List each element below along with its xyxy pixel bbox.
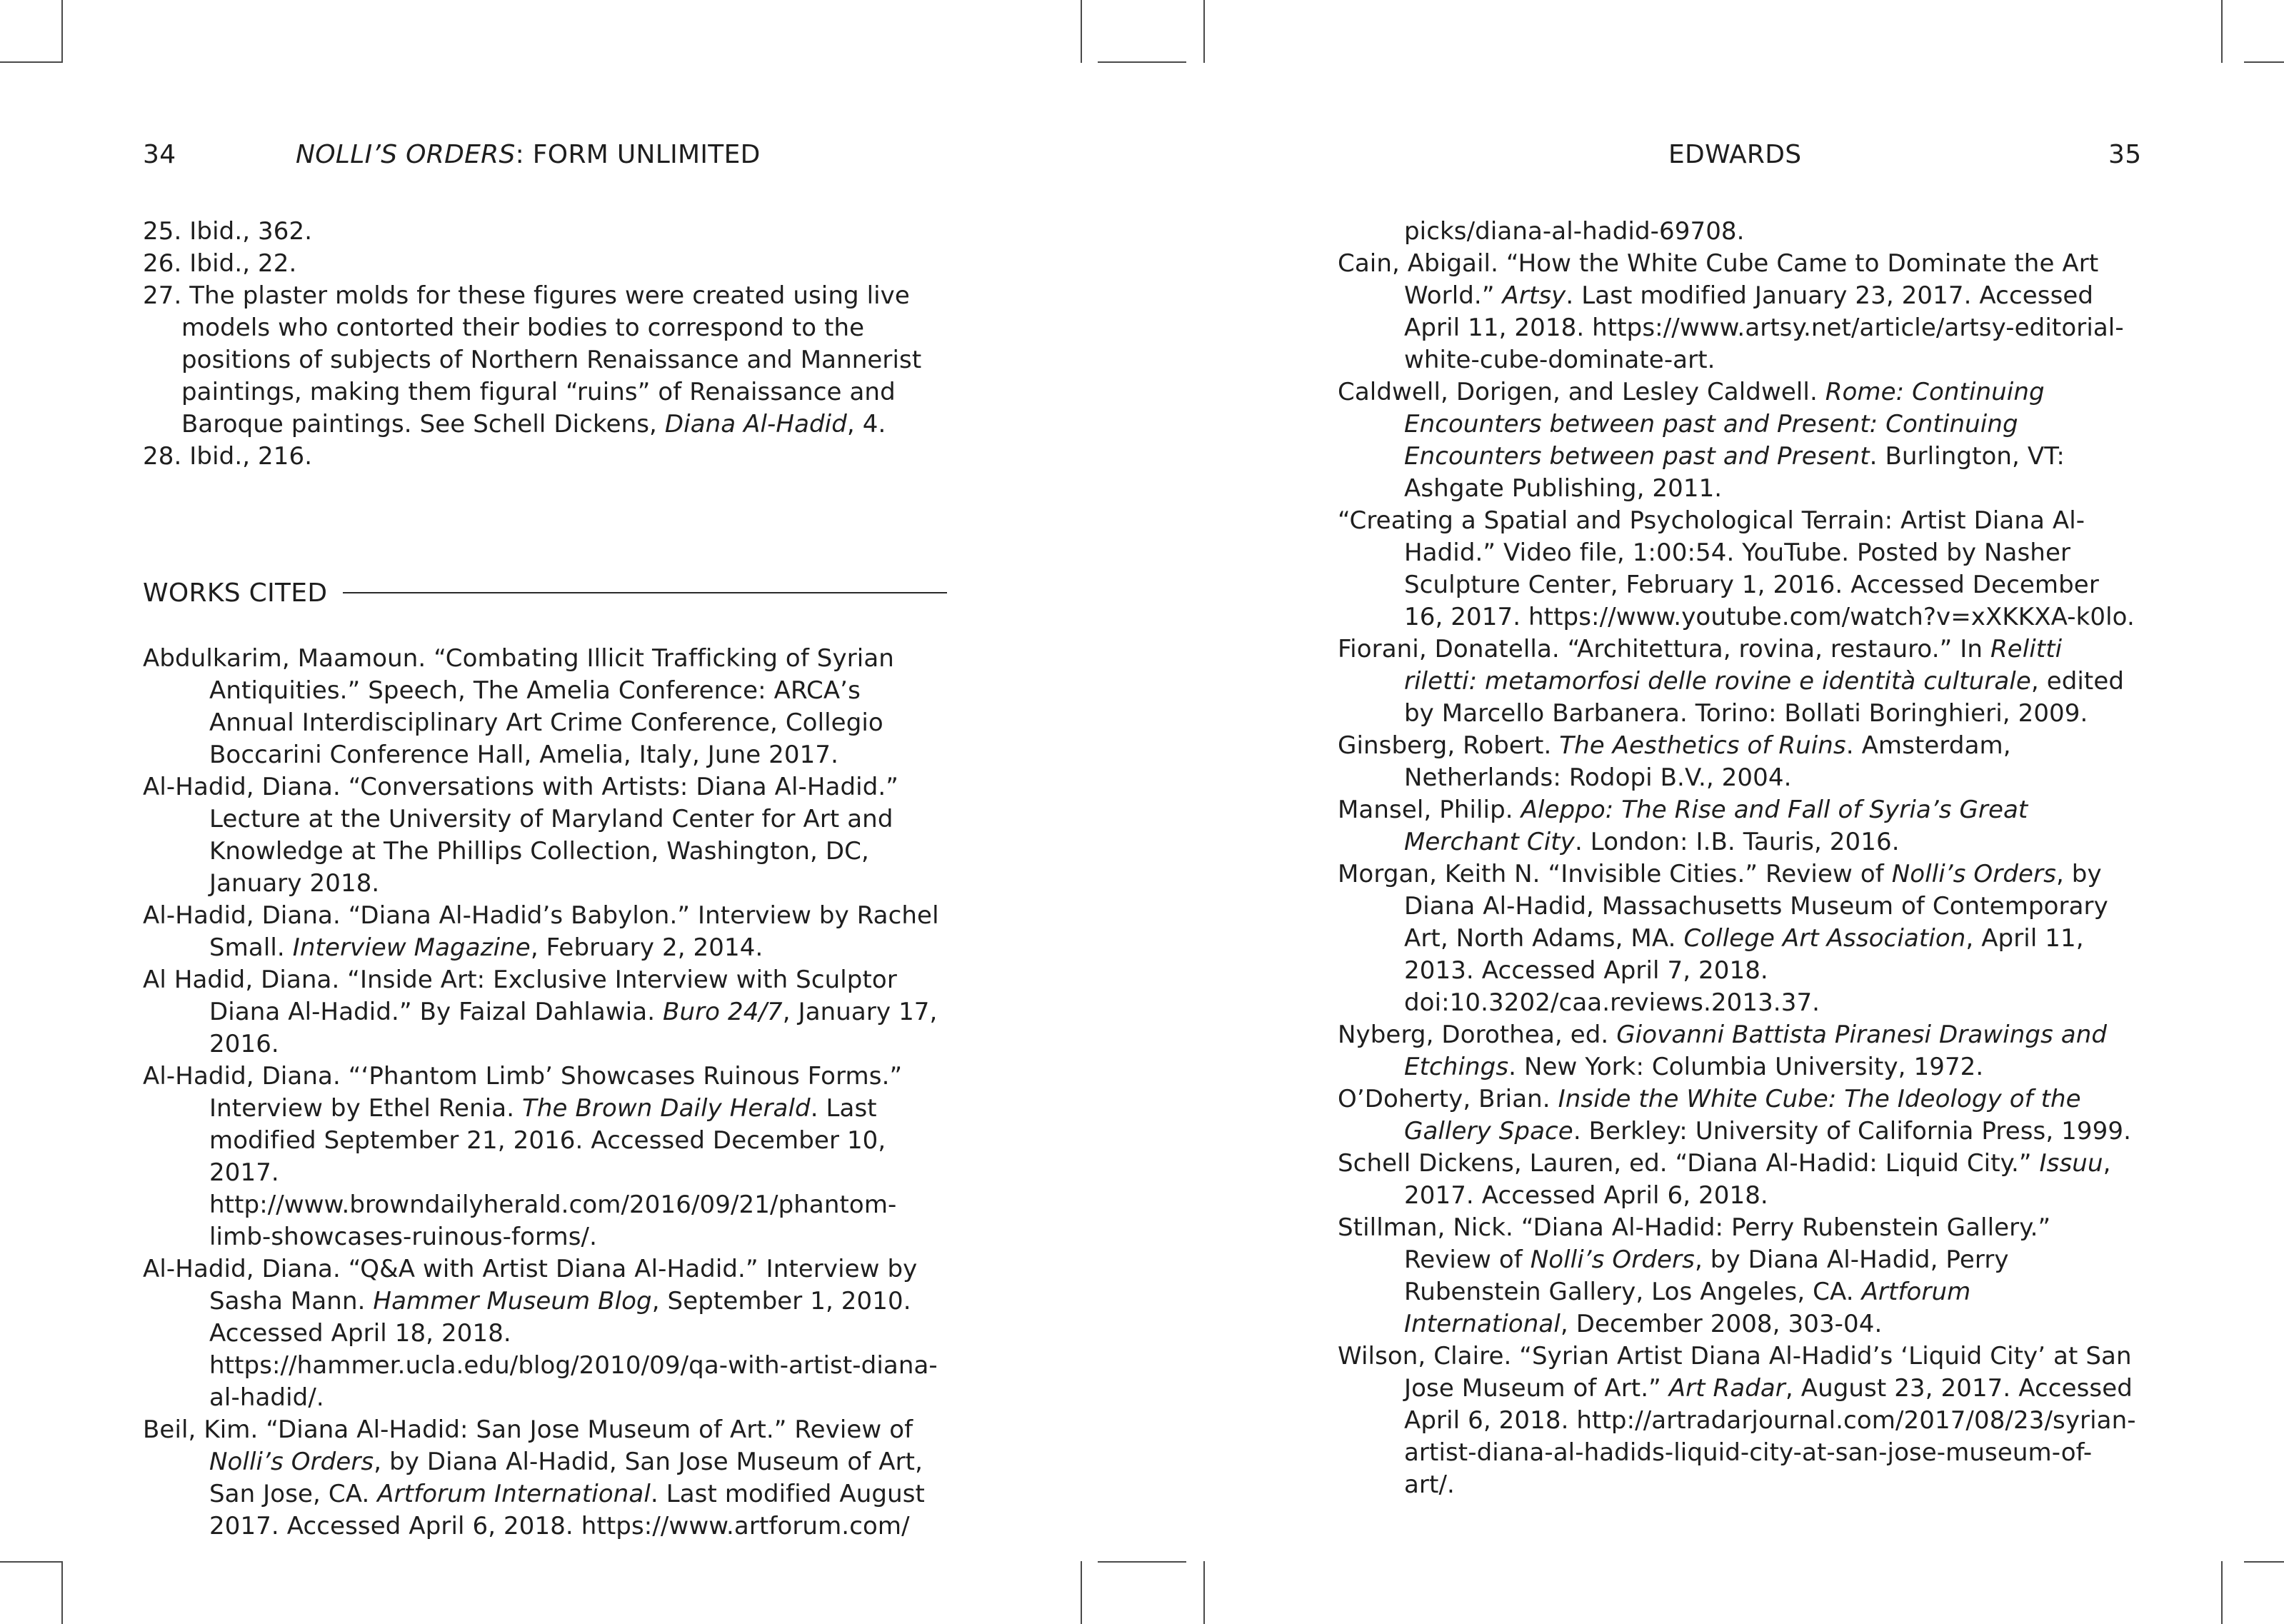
- endnote: 28. Ibid., 216.: [143, 442, 313, 471]
- works-cited-title: WORKS CITED: [143, 578, 328, 608]
- bibliography-entry: Al-Hadid, Diana. “Diana Al-Hadid’s Babylon.” Interview by Rachel Small. Interview Magazine, February 2, 2014.: [143, 901, 939, 962]
- bibliography-entry: Beil, Kim. “Diana Al-Hadid: San Jose Museum of Art.” Review of Nolli’s Orders, by Diana Al-Hadid, San Jose Museum of Art, San Jose, CA. Artforum International. Last modified August 2017. Accessed April 6, 2018. https://www.artforum.com/: [143, 1415, 925, 1540]
- right-running-head: EDWARDS: [1668, 140, 1802, 169]
- crop-mark: [61, 1561, 63, 1624]
- crop-mark: [1098, 61, 1186, 63]
- works-cited-right: [1338, 216, 2142, 1501]
- bibliography-entry: Fiorani, Donatella. “Architettura, rovina, restauro.” In Relitti riletti: metamorfosi delle rovine e identità culturale, edited by Marcello Barbanera. Torino: Bollati Boringhieri, 2009.: [1338, 635, 2125, 728]
- left-page-number: 34: [143, 140, 176, 169]
- crop-mark: [1081, 0, 1082, 63]
- crop-mark: [2221, 1561, 2223, 1624]
- bibliography-entry: Schell Dickens, Lauren, ed. “Diana Al-Hadid: Liquid City.” Issuu, 2017. Accessed April 6, 2018.: [1338, 1149, 2111, 1210]
- running-head-title: NOLLI’S ORDERS: [296, 140, 516, 169]
- entry-continuation: picks/diana-al-hadid-69708.: [1404, 217, 1745, 246]
- works-cited-heading: [143, 576, 947, 610]
- crop-mark: [1203, 0, 1205, 63]
- crop-mark: [2244, 1561, 2284, 1563]
- crop-mark: [1081, 1561, 1082, 1624]
- crop-mark: [1098, 1561, 1186, 1563]
- endnote: 27. The plaster molds for these figures were created using live models who contorted their bodies to correspond to the positions of subjects of Northern Renaissance and Mannerist paintings, making them figural “ruins” of Renaissance and Baroque paintings. See Schell Dickens, Diana Al-Hadid, 4.: [143, 281, 922, 438]
- crop-mark: [1203, 1561, 1205, 1624]
- bibliography-entry: Nyberg, Dorothea, ed. Giovanni Battista Piranesi Drawings and Etchings. New York: Columbia University, 1972.: [1338, 1021, 2108, 1081]
- bibliography-entry: Morgan, Keith N. “Invisible Cities.” Review of Nolli’s Orders, by Diana Al-Hadid, Massachusetts Museum of Contemporary Art, North Adams, MA. College Art Association, April 11, 2013. Accessed April 7, 2018. doi:10.3202/caa.reviews.2013.37.: [1338, 860, 2108, 1017]
- endnote: 26. Ibid., 22.: [143, 249, 297, 278]
- bibliography-entry: Al Hadid, Diana. “Inside Art: Exclusive Interview with Sculptor Diana Al-Hadid.” By Faizal Dahlawia. Buro 24/7, January 17, 2016.: [143, 966, 938, 1058]
- crop-mark: [0, 61, 63, 63]
- bibliography-entry: Ginsberg, Robert. The Aesthetics of Ruins. Amsterdam, Netherlands: Rodopi B.V., 2004.: [1338, 731, 2011, 792]
- bibliography-entry: Stillman, Nick. “Diana Al-Hadid: Perry Rubenstein Gallery.” Review of Nolli’s Orders, by Diana Al-Hadid, Perry Rubenstein Gallery, Los Angeles, CA. Artforum International, December 2008, 303-04.: [1338, 1213, 2051, 1338]
- crop-mark: [2221, 0, 2223, 63]
- crop-mark: [0, 1561, 63, 1563]
- works-cited-left: [143, 643, 947, 1543]
- crop-mark: [61, 0, 63, 63]
- endnote: 25. Ibid., 362.: [143, 217, 313, 246]
- bibliography-entry: Mansel, Philip. Aleppo: The Rise and Fall of Syria’s Great Merchant City. London: I.B. Tauris, 2016.: [1338, 796, 2028, 856]
- crop-mark: [2244, 61, 2284, 63]
- bibliography-entry: Al-Hadid, Diana. “‘Phantom Limb’ Showcases Ruinous Forms.” Interview by Ethel Renia. The Brown Daily Herald. Last modified September 21, 2016. Accessed December 10, 2017. http://www.browndailyherald.com/2016/09/21/phantom-limb-showcases-ruinous-forms/.: [143, 1062, 903, 1251]
- running-head-subtitle: : FORM UNLIMITED: [515, 140, 761, 169]
- endnotes: [143, 216, 947, 473]
- bibliography-entry: O’Doherty, Brian. Inside the White Cube: The Ideology of the Gallery Space. Berkley: University of California Press, 1999.: [1338, 1085, 2132, 1146]
- right-page-number: 35: [2108, 140, 2142, 169]
- bibliography-entry: Abdulkarim, Maamoun. “Combating Illicit Trafficking of Syrian Antiquities.” Speech, The Amelia Conference: ARCA’s Annual Interdisciplinary Art Crime Conference, Collegio Boccarini Conference Hall, Amelia, Italy, June 2017.: [143, 644, 894, 769]
- heading-rule: [343, 592, 947, 593]
- bibliography-entry: Caldwell, Dorigen, and Lesley Caldwell. Rome: Continuing Encounters between past and Present: Continuing Encounters between past and Present. Burlington, VT: Ashgate Publishing, 2011.: [1338, 378, 2065, 503]
- bibliography-entry: Cain, Abigail. “How the White Cube Came to Dominate the Art World.” Artsy. Last modified January 23, 2017. Accessed April 11, 2018. https://www.artsy.net/article/artsy-editorial-white-cube-dominate-art.: [1338, 249, 2124, 374]
- bibliography-entry: Al-Hadid, Diana. “Q&A with Artist Diana Al-Hadid.” Interview by Sasha Mann. Hammer Museum Blog, September 1, 2010. Accessed April 18, 2018. https://hammer.ucla.edu/blog/2010/09/qa-with-artist-diana-al-hadid/.: [143, 1255, 938, 1412]
- bibliography-entry: Wilson, Claire. “Syrian Artist Diana Al-Hadid’s ‘Liquid City’ at San Jose Museum of Art.” Art Radar, August 23, 2017. Accessed April 6, 2018. http://artradarjournal.com/2017/08/23/syrian-artist-diana-al-hadids-liquid-city-at-san-jose-museum-of-art/.: [1338, 1342, 2136, 1499]
- bibliography-entry: Al-Hadid, Diana. “Conversations with Artists: Diana Al-Hadid.” Lecture at the University of Maryland Center for Art and Knowledge at The Phillips Collection, Washington, DC, January 2018.: [143, 773, 899, 898]
- bibliography-entry: “Creating a Spatial and Psychological Terrain: Artist Diana Al-Hadid.” Video file, 1:00:54. YouTube. Posted by Nasher Sculpture Center, February 1, 2016. Accessed December 16, 2017. https://www.youtube.com/watch?v=xXKKXA-k0lo.: [1338, 506, 2135, 631]
- left-running-head: [296, 138, 761, 172]
